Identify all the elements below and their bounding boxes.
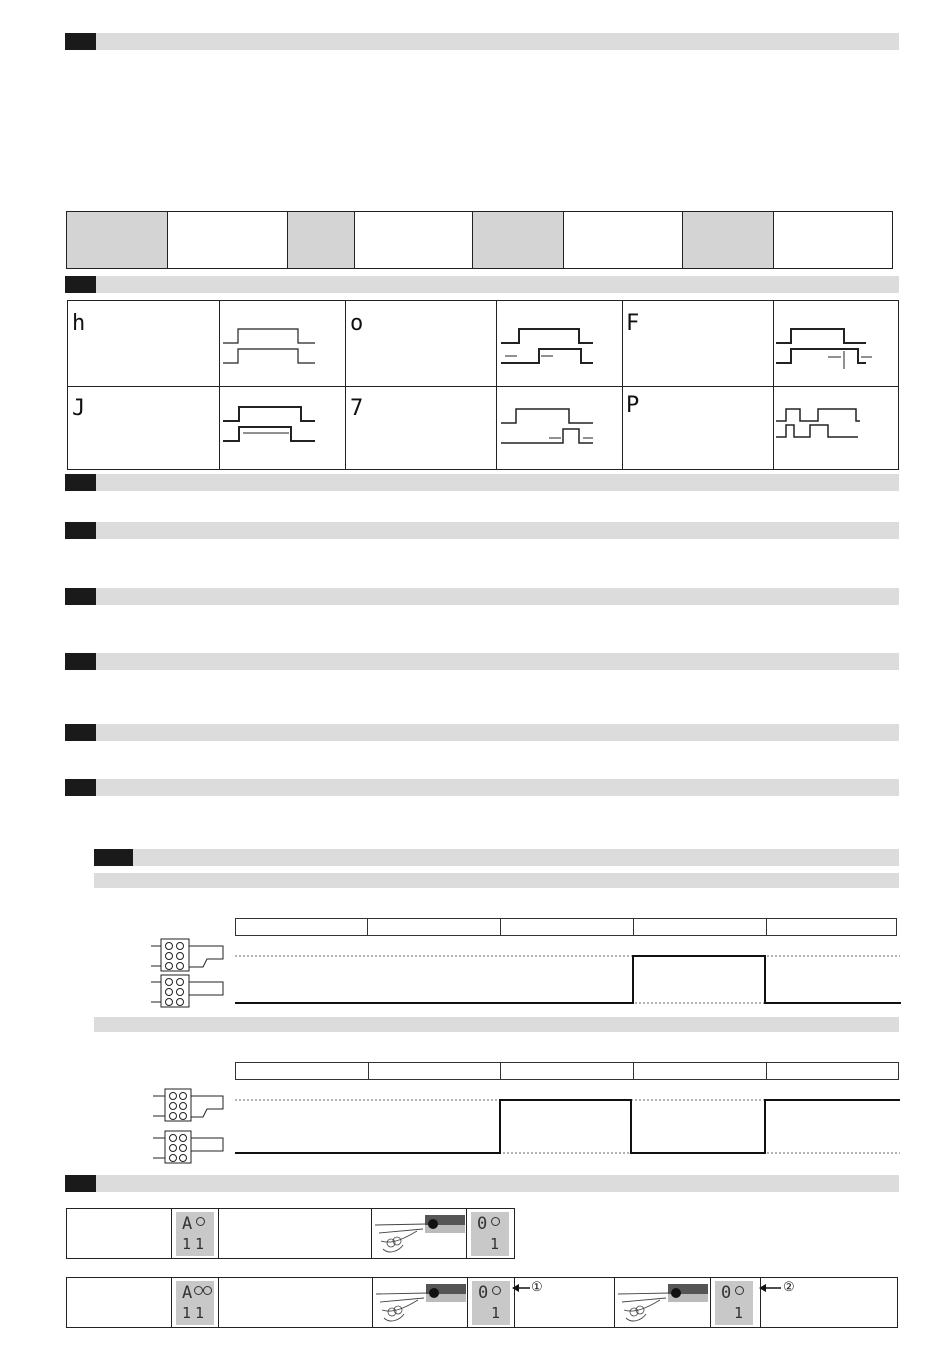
- function-code-h: h: [72, 311, 86, 336]
- fn-cell: [623, 301, 774, 469]
- led-indicator: [196, 1217, 205, 1226]
- timing-header-cell: [633, 918, 767, 936]
- lcd-display: [715, 1281, 753, 1325]
- timing-diagram-f: [776, 321, 896, 381]
- section-tag: [65, 779, 96, 796]
- section-header-4: [65, 522, 899, 539]
- lcd-display: [471, 1212, 509, 1256]
- spec-cell: [355, 212, 473, 268]
- function-code-o: o: [350, 311, 364, 336]
- callout-number-1: ①: [531, 1279, 543, 1294]
- timing-diagram-7: [501, 405, 621, 465]
- step-cell: [67, 1209, 172, 1258]
- timing-header-cell: [235, 1062, 369, 1080]
- callout-number-2: ②: [783, 1279, 795, 1294]
- section-tag: [65, 276, 96, 293]
- lcd-code: A: [182, 1214, 193, 1234]
- subsection-tag: [94, 849, 133, 866]
- function-code-j: J: [72, 396, 86, 421]
- timing-diagram-p: [776, 405, 896, 465]
- lcd-code: 0: [477, 1214, 488, 1234]
- timing-diagram-h: [223, 321, 343, 381]
- section-header-8: [65, 779, 899, 796]
- section-header-9: [65, 1175, 899, 1192]
- section-header-1: [65, 33, 899, 50]
- section-header-3: [65, 474, 899, 491]
- lcd-value: 11: [181, 1304, 208, 1322]
- display-sequence-row-1: [66, 1208, 515, 1259]
- led-indicator: [491, 1217, 500, 1226]
- section-tag: [65, 588, 96, 605]
- timing-waveform-2: [235, 1095, 902, 1159]
- lcd-display: [176, 1281, 214, 1325]
- led-indicator: [194, 1286, 203, 1295]
- timing-header-cell: [235, 918, 368, 936]
- lcd-display: [176, 1212, 214, 1256]
- section-header-6: [65, 653, 899, 670]
- function-table: [67, 300, 899, 470]
- spec-table: [66, 211, 893, 269]
- lcd-value: 1: [733, 1304, 747, 1322]
- led-indicator: [735, 1286, 744, 1295]
- timing-diagram-j: [223, 405, 343, 465]
- spec-cell: [564, 212, 683, 268]
- subsection-band-1: [94, 873, 899, 888]
- spec-cell: [683, 212, 774, 268]
- hand-press-icon: [374, 1280, 466, 1326]
- timing-header-cell: [500, 918, 634, 936]
- spec-cell: [473, 212, 564, 268]
- led-indicator: [492, 1286, 501, 1295]
- step-cell: [67, 1278, 172, 1327]
- spec-cell: [67, 212, 168, 268]
- section-tag: [65, 474, 96, 491]
- section-header-5: [65, 588, 899, 605]
- lcd-code: 0: [721, 1283, 732, 1303]
- spec-cell: [168, 212, 288, 268]
- function-code-f: F: [626, 311, 640, 336]
- led-indicator: [203, 1286, 212, 1295]
- timing-header-cell: [500, 1062, 634, 1080]
- hand-press-icon: [616, 1280, 708, 1326]
- spec-cell: [288, 212, 355, 268]
- lcd-value: 11: [181, 1235, 208, 1253]
- timing-header-cell: [633, 1062, 767, 1080]
- section-tag: [65, 724, 96, 741]
- lcd-code: 0: [478, 1283, 489, 1303]
- terminal-block-1: [145, 935, 235, 1015]
- timing-header-cell: [766, 1062, 899, 1080]
- step-cell: [219, 1209, 372, 1258]
- hand-press-icon: [373, 1211, 465, 1257]
- timing-header-cell: [367, 918, 501, 936]
- section-tag: [65, 522, 96, 539]
- function-code-7: 7: [350, 396, 364, 421]
- section-header-7: [65, 724, 899, 741]
- lcd-code: A: [182, 1283, 193, 1303]
- terminal-block-2: [145, 1085, 235, 1165]
- section-tag: [65, 653, 96, 670]
- timing-waveform-1: [235, 950, 902, 1010]
- callout-arrow-1: [510, 1278, 550, 1298]
- lcd-value: 1: [489, 1235, 503, 1253]
- function-code-p: P: [626, 393, 640, 418]
- display-sequence-row-2: [66, 1277, 898, 1328]
- lcd-value: 1: [490, 1304, 504, 1322]
- timing-header-cell: [766, 918, 897, 936]
- step-cell: [219, 1278, 373, 1327]
- subsection-header: [94, 849, 899, 866]
- subsection-band-2: [94, 1017, 899, 1032]
- timing-header-cell: [368, 1062, 501, 1080]
- lcd-display: [472, 1281, 510, 1325]
- section-tag: [65, 1175, 96, 1192]
- timing-diagram-o: [501, 321, 621, 381]
- section-tag: [65, 33, 96, 50]
- fn-cell: [346, 301, 497, 469]
- fn-cell: [68, 301, 220, 469]
- section-header-2: [65, 276, 899, 293]
